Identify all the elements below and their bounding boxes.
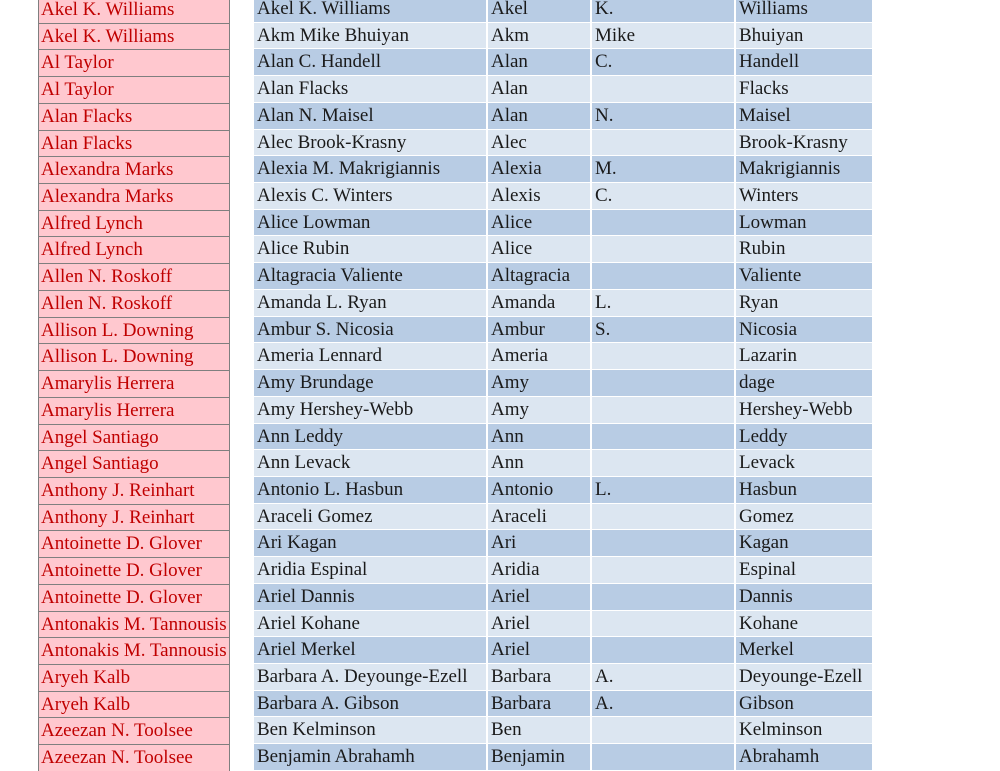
last-name-cell[interactable]: Ryan — [739, 291, 779, 313]
table-row — [254, 236, 872, 263]
full-name-cell[interactable]: Alan Flacks — [254, 76, 488, 102]
first-name-cell[interactable]: Amanda — [488, 290, 592, 316]
table-row — [254, 557, 872, 584]
table-row — [254, 103, 872, 130]
first-name-cell[interactable]: Barbara — [488, 664, 592, 690]
full-name-cell[interactable]: Ann Leddy — [254, 424, 488, 450]
highlighted-name-cell[interactable]: Angel Santiago — [38, 450, 230, 477]
last-name-cell[interactable]: dage — [739, 372, 775, 394]
highlighted-name-cell[interactable]: Alan Flacks — [38, 103, 230, 130]
table-row — [254, 0, 872, 23]
highlighted-name-cell[interactable]: Allen N. Roskoff — [38, 263, 230, 290]
last-name-cell[interactable]: Valiente — [739, 265, 802, 287]
first-name-cell[interactable]: Antonio — [488, 477, 592, 503]
first-name-cell[interactable]: Alice — [488, 236, 592, 262]
table-row — [254, 76, 872, 103]
middle-name-cell[interactable]: M. — [592, 156, 736, 182]
full-name-cell[interactable]: Alan C. Handell — [254, 49, 488, 75]
middle-name-cell[interactable]: N. — [592, 103, 736, 129]
last-name-cell[interactable]: Gomez — [739, 505, 794, 527]
highlighted-name-cell[interactable]: Akel K. Williams — [38, 0, 230, 23]
last-name-cell[interactable]: Williams — [739, 0, 808, 19]
last-name-cell[interactable]: Gibson — [739, 692, 794, 714]
table-row — [254, 183, 872, 210]
last-name-cell[interactable]: Dannis — [739, 585, 793, 607]
full-name-cell[interactable]: Ameria Lennard — [254, 343, 488, 369]
full-name-cell[interactable]: Ariel Kohane — [254, 611, 488, 637]
middle-name-cell[interactable]: C. — [592, 183, 736, 209]
middle-name-cell[interactable]: C. — [592, 49, 736, 75]
table-row — [254, 477, 872, 504]
full-name-cell[interactable]: Alice Lowman — [254, 210, 488, 236]
last-name-cell[interactable]: Maisel — [739, 104, 791, 126]
last-name-cell[interactable]: Makrigiannis — [739, 158, 841, 180]
middle-name-cell[interactable]: L. — [592, 290, 736, 316]
highlighted-name-cell[interactable]: Amarylis Herrera — [38, 397, 230, 424]
last-name-cell[interactable]: Bhuiyan — [739, 24, 804, 46]
highlighted-name-cell[interactable]: Aryeh Kalb — [38, 691, 230, 718]
highlighted-name-cell[interactable]: Antoinette D. Glover — [38, 530, 230, 557]
middle-name-cell[interactable]: K. — [592, 0, 736, 22]
first-name-cell[interactable]: Ameria — [488, 343, 592, 369]
full-name-cell[interactable]: Araceli Gomez — [254, 504, 488, 530]
highlighted-name-cell[interactable]: Allison L. Downing — [38, 317, 230, 344]
table-row — [254, 450, 872, 477]
middle-name-cell[interactable] — [592, 263, 736, 289]
full-name-cell[interactable]: Ari Kagan — [254, 530, 488, 556]
table-row — [254, 397, 872, 424]
table-row — [254, 424, 872, 451]
full-name-cell[interactable]: Alan N. Maisel — [254, 103, 488, 129]
table-row — [254, 156, 872, 183]
full-name-cell[interactable]: Altagracia Valiente — [254, 263, 488, 289]
first-name-cell[interactable]: Alan — [488, 103, 592, 129]
full-name-cell[interactable]: Akel K. Williams — [254, 0, 488, 22]
last-name-cell[interactable]: Levack — [739, 452, 795, 474]
middle-name-cell[interactable] — [592, 504, 736, 530]
first-name-cell[interactable]: Ann — [488, 450, 592, 476]
middle-name-cell[interactable] — [592, 530, 736, 556]
last-name-cell[interactable]: Winters — [739, 185, 799, 207]
last-name-cell[interactable]: Espinal — [739, 559, 796, 581]
first-name-cell[interactable]: Alexia — [488, 156, 592, 182]
full-name-cell[interactable]: Alexis C. Winters — [254, 183, 488, 209]
first-name-cell[interactable]: Alan — [488, 76, 592, 102]
middle-name-cell[interactable]: A. — [592, 664, 736, 690]
middle-name-cell[interactable] — [592, 450, 736, 476]
first-name-cell[interactable]: Ben — [488, 717, 592, 743]
highlighted-name-cell[interactable]: Allison L. Downing — [38, 343, 230, 370]
table-row — [254, 49, 872, 76]
full-name-cell[interactable]: Akm Mike Bhuiyan — [254, 23, 488, 49]
highlighted-name-cell[interactable]: Antonakis M. Tannousis — [38, 611, 230, 638]
full-name-cell[interactable]: Aridia Espinal — [254, 557, 488, 583]
last-name-cell[interactable]: Lazarin — [739, 345, 798, 367]
last-name-cell[interactable]: Kagan — [739, 532, 789, 554]
last-name-cell[interactable]: Brook-Krasny — [739, 131, 848, 153]
middle-name-cell[interactable] — [592, 397, 736, 423]
middle-name-cell[interactable]: Mike — [592, 23, 736, 49]
last-name-cell[interactable]: Lowman — [739, 211, 807, 233]
middle-name-cell[interactable]: L. — [592, 477, 736, 503]
middle-name-cell[interactable] — [592, 744, 736, 770]
first-name-cell[interactable]: Ariel — [488, 584, 592, 610]
middle-name-cell[interactable] — [592, 236, 736, 262]
middle-name-cell[interactable] — [592, 717, 736, 743]
highlighted-name-cell[interactable]: Allen N. Roskoff — [38, 290, 230, 317]
last-name-cell[interactable]: Leddy — [739, 425, 788, 447]
full-name-cell[interactable]: Ben Kelminson — [254, 717, 488, 743]
full-name-cell[interactable]: Ambur S. Nicosia — [254, 317, 488, 343]
highlighted-name-cell[interactable]: Alfred Lynch — [38, 210, 230, 237]
first-name-cell[interactable]: Ambur — [488, 317, 592, 343]
full-name-cell[interactable]: Ann Levack — [254, 450, 488, 476]
middle-name-cell[interactable] — [592, 210, 736, 236]
table-row — [254, 317, 872, 344]
first-name-cell[interactable]: Aridia — [488, 557, 592, 583]
full-name-cell[interactable]: Antonio L. Hasbun — [254, 477, 488, 503]
last-name-cell[interactable]: Rubin — [739, 238, 786, 260]
table-row — [254, 691, 872, 718]
last-name-cell[interactable]: Kelminson — [739, 719, 823, 741]
first-name-cell[interactable]: Ari — [488, 530, 592, 556]
last-name-cell[interactable]: Handell — [739, 51, 800, 73]
highlighted-name-cell[interactable]: Al Taylor — [38, 49, 230, 76]
table-row — [254, 530, 872, 557]
middle-name-cell[interactable] — [592, 424, 736, 450]
last-name-cell[interactable]: Hasbun — [739, 478, 798, 500]
middle-name-cell[interactable] — [592, 370, 736, 396]
first-name-cell[interactable]: Amy — [488, 397, 592, 423]
first-name-cell[interactable]: Alan — [488, 49, 592, 75]
last-name-cell[interactable]: Merkel — [739, 639, 794, 661]
full-name-cell[interactable]: Amy Hershey-Webb — [254, 397, 488, 423]
middle-name-cell[interactable] — [592, 611, 736, 637]
last-name-cell[interactable]: Abrahamh — [739, 746, 820, 768]
highlighted-name-cell[interactable]: Antoinette D. Glover — [38, 557, 230, 584]
highlighted-name-cell[interactable]: Azeezan N. Toolsee — [38, 717, 230, 744]
highlighted-name-cell[interactable]: Aryeh Kalb — [38, 664, 230, 691]
first-name-cell[interactable]: Ann — [488, 424, 592, 450]
highlighted-name-cell[interactable]: Angel Santiago — [38, 424, 230, 451]
first-name-cell[interactable]: Akel — [488, 0, 592, 22]
table-row — [254, 343, 872, 370]
table-row — [254, 504, 872, 531]
last-name-cell[interactable]: Deyounge-Ezell — [739, 665, 863, 687]
full-name-cell[interactable]: Alice Rubin — [254, 236, 488, 262]
middle-name-cell[interactable]: S. — [592, 317, 736, 343]
highlighted-name-cell[interactable]: Akel K. Williams — [38, 23, 230, 50]
middle-name-cell[interactable]: A. — [592, 691, 736, 717]
highlighted-name-cell[interactable]: Anthony J. Reinhart — [38, 504, 230, 531]
full-name-cell[interactable]: Amanda L. Ryan — [254, 290, 488, 316]
table-row — [254, 611, 872, 638]
table-row — [254, 210, 872, 237]
table-row — [254, 637, 872, 664]
first-name-cell[interactable]: Alec — [488, 130, 592, 156]
full-name-cell[interactable]: Ariel Merkel — [254, 637, 488, 663]
first-name-cell[interactable]: Amy — [488, 370, 592, 396]
highlighted-name-cell[interactable]: Antonakis M. Tannousis — [38, 637, 230, 664]
last-name-cell[interactable]: Flacks — [739, 78, 789, 100]
first-name-cell[interactable]: Ariel — [488, 637, 592, 663]
table-row — [254, 23, 872, 50]
highlighted-name-cell[interactable]: Azeezan N. Toolsee — [38, 744, 230, 771]
first-name-cell[interactable]: Benjamin — [488, 744, 592, 770]
middle-name-cell[interactable] — [592, 584, 736, 610]
full-name-cell[interactable]: Barbara A. Deyounge-Ezell — [254, 664, 488, 690]
highlighted-name-cell[interactable]: Alexandra Marks — [38, 183, 230, 210]
highlighted-name-cell[interactable]: Al Taylor — [38, 76, 230, 103]
name-split-table — [254, 0, 872, 771]
middle-name-cell[interactable] — [592, 76, 736, 102]
last-name-cell[interactable]: Hershey-Webb — [739, 398, 853, 420]
table-row — [254, 290, 872, 317]
first-name-cell[interactable]: Altagracia — [488, 263, 592, 289]
full-name-cell[interactable]: Alec Brook-Krasny — [254, 130, 488, 156]
first-name-cell[interactable]: Ariel — [488, 611, 592, 637]
table-row — [254, 584, 872, 611]
middle-name-cell[interactable] — [592, 557, 736, 583]
highlighted-name-cell[interactable]: Alexandra Marks — [38, 156, 230, 183]
middle-name-cell[interactable] — [592, 637, 736, 663]
full-name-cell[interactable]: Barbara A. Gibson — [254, 691, 488, 717]
table-row — [254, 370, 872, 397]
highlighted-name-cell[interactable]: Antoinette D. Glover — [38, 584, 230, 611]
first-name-cell[interactable]: Alexis — [488, 183, 592, 209]
full-name-cell[interactable]: Amy Brundage — [254, 370, 488, 396]
full-name-cell[interactable]: Benjamin Abrahamh — [254, 744, 488, 770]
middle-name-cell[interactable] — [592, 130, 736, 156]
table-row — [254, 664, 872, 691]
full-name-cell[interactable]: Alexia M. Makrigiannis — [254, 156, 488, 182]
full-name-cell[interactable]: Ariel Dannis — [254, 584, 488, 610]
table-row — [254, 263, 872, 290]
first-name-cell[interactable]: Alice — [488, 210, 592, 236]
highlighted-name-cell[interactable]: Anthony J. Reinhart — [38, 477, 230, 504]
middle-name-cell[interactable] — [592, 343, 736, 369]
first-name-cell[interactable]: Araceli — [488, 504, 592, 530]
first-name-cell[interactable]: Akm — [488, 23, 592, 49]
last-name-cell[interactable]: Kohane — [739, 612, 799, 634]
highlighted-name-cell[interactable]: Amarylis Herrera — [38, 370, 230, 397]
highlighted-name-cell[interactable]: Alan Flacks — [38, 130, 230, 157]
first-name-cell[interactable]: Barbara — [488, 691, 592, 717]
table-row — [254, 717, 872, 744]
highlighted-name-cell[interactable]: Alfred Lynch — [38, 236, 230, 263]
highlighted-name-column — [38, 0, 230, 771]
table-row — [254, 130, 872, 157]
last-name-cell[interactable]: Nicosia — [739, 318, 798, 340]
table-row — [254, 744, 872, 771]
